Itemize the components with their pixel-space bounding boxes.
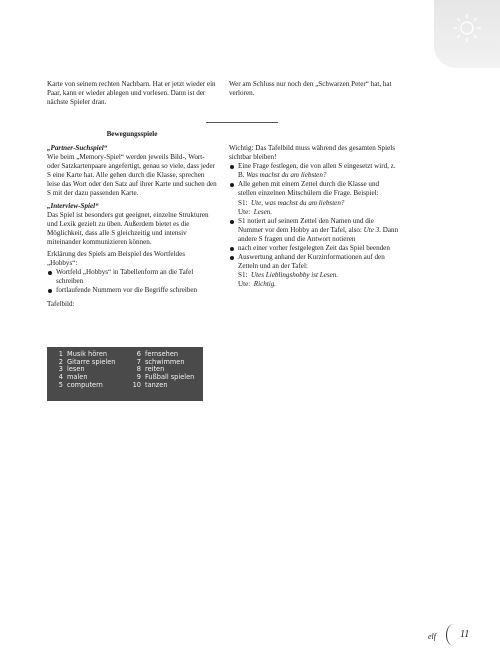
page-number: 11	[460, 629, 470, 640]
board-right-column	[131, 351, 201, 390]
important-note: Wichtig: Das Tafelbild muss während des gesamten Spiels sichtbar bleiben!	[229, 144, 395, 162]
board-entry: 10 tanzen	[132, 380, 168, 389]
board-entry: 5 computern	[58, 380, 103, 389]
list-item: nach einer vorher festgelegten Zeit das Spiel beenden	[229, 244, 399, 253]
list-item: Auswertung anhand der Kurzinformationen auf den Zetteln und an der Tafel: S1: Utes Lieblingshobby ist Lesen. Ute: Richtig.	[229, 253, 399, 289]
right-column	[229, 144, 399, 290]
list-item: Eine Frage festlegen, die von allen S eingesetzt wird, z. B. Was machst du am liebsten?	[229, 162, 399, 180]
list-item: Wortfeld „Hobbys“ in Tabellenform an die Tafel schreiben	[47, 268, 217, 286]
top-left-text-block	[47, 80, 217, 107]
section-divider	[206, 122, 278, 123]
page-bracket	[446, 624, 461, 646]
brand-label: elf	[428, 632, 436, 641]
board-entry: 3 lesen	[58, 365, 85, 374]
list-item: S1 notiert auf seinem Zettel den Namen und die Nummer vor dem Hobby an der Tafel, also: Ute 3. Dann andere S fragen und die Antwort notieren	[229, 217, 399, 244]
sun-icon	[434, 0, 500, 68]
interview-explanation: Erklärung des Spiels am Beispiel des Wortfeldes „Hobbys“:	[47, 250, 185, 268]
interview-bullet-list	[47, 268, 217, 295]
left-column	[47, 144, 217, 309]
board-entry: 1 Musik hören	[58, 350, 108, 358]
section-title: Bewegungsspiele	[106, 130, 158, 138]
list-item: fortlaufende Nummern vor die Begriffe schreiben	[47, 286, 217, 295]
top-right-paragraph: Wer am Schluss nur noch den „Schwarzen Peter“ hat, hat verloren.	[229, 80, 392, 98]
tafelbild-board	[47, 347, 203, 401]
board-entry: 2 Gitarre spielen	[58, 357, 116, 366]
interview-game-body: Das Spiel ist besonders gut geeignet, einzelne Strukturen und Lexik gezielt zu üben. Außerdem bietet es die Möglichkeit, dass alle S gleichzeitig und intensiv miteinander kommunizieren können.	[47, 210, 209, 246]
interview-game-title: „Interview-Spiel“	[47, 201, 99, 210]
procedure-list	[229, 162, 399, 289]
list-item: Alle gehen mit einem Zettel durch die Klasse und stellen einzelnen Mitschülern die Frage. Beispiel: S1: Ute, was machst du am liebsten? Ute: Lesen.	[229, 180, 399, 216]
board-entry: 6 fernsehen	[136, 350, 179, 358]
board-entry: 7 schwimmen	[136, 357, 185, 366]
tafelbild-label: Tafelbild:	[47, 299, 75, 308]
board-entry: 8 reiten	[136, 365, 165, 374]
top-right-text-block	[229, 80, 399, 98]
top-left-paragraph: Karte von seinem rechten Nachbarn. Hat er jetzt wieder ein Paar, kann er wieder ablegen und vorlesen. Dann ist der nächste Spieler dran.	[47, 80, 216, 107]
board-left-column	[53, 351, 131, 390]
corner-decoration	[434, 0, 500, 68]
partner-game-body: Wie beim „Memory-Spiel“ werden jeweils Bild-, Wort- oder Satzkartenpaare angefertigt, genau so viele, dass jeder S eine Karte hat. Alle gehen durch die Klasse, sprechen leise das Wort oder den Satz auf ihrer Karte und suchen den S mit der dazu passenden Karte.	[47, 153, 217, 198]
board-entry: 4 malen	[58, 373, 88, 382]
partner-game-title: „Partner-Suchspiel“	[47, 144, 108, 152]
board-entry: 9 Fußball spielen	[136, 373, 195, 382]
